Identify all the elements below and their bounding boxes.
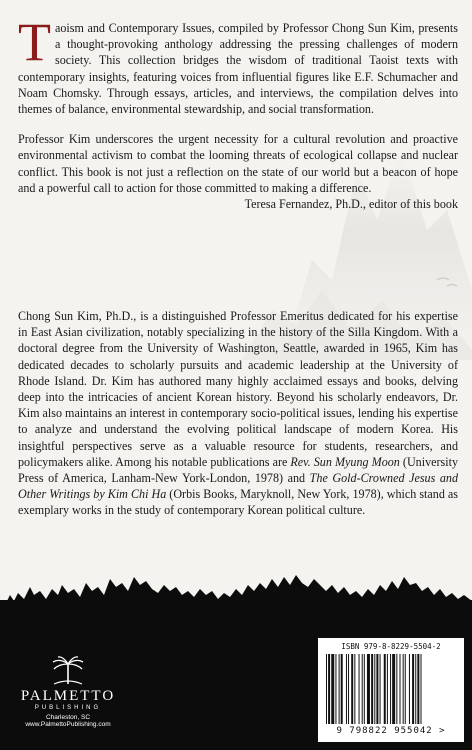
barcode-bar xyxy=(421,654,422,724)
barcode-bar xyxy=(348,654,349,724)
barcode-bar xyxy=(367,654,370,724)
bio-text-b: (University Press of America, Lanham-New York-London, 1978) and xyxy=(18,454,459,486)
barcode-bar xyxy=(374,654,375,724)
bio-text-c: (Orbis Books, Maryknoll, New York, 1978), which stand as exemplary works in the study of contemporary Korean political culture. xyxy=(18,487,458,518)
barcode-bar xyxy=(354,654,355,724)
bio-text-a: Chong Sun Kim, Ph.D., is a distinguished Professor Emeritus dedicated for his expertise in East Asian civilization, notably specializing in the history of the Silla Kingdom. With a doctoral degree from the University of Washington, Seattle, awarded in 1965, Kim has dedicated decades to scholarly pursuits and academic leadership at the University of Rhode Island. Dr. Kim has authored many highly acclaimed essays and books, delving deep into the intricacies of ancient Korean history. Beyond his scholarly endeavors, Dr. Kim also maintains an interest in contemporary socio-political issues, lending his expertise to analyze and understand the evolving political landscape of modern Korea. His insightful perspectives serve as a valuable resource for students, researchers, and policymakers alike. Among his notable publications are xyxy=(18,309,458,469)
barcode-bar xyxy=(328,654,330,724)
drop-cap-letter: T xyxy=(18,12,51,72)
barcode-bar xyxy=(396,654,397,724)
barcode-bar xyxy=(346,654,347,724)
barcode-number: 9 798822 955042 > xyxy=(336,726,446,736)
isbn-label: ISBN 979-8-8229-5504-2 xyxy=(341,642,441,651)
barcode-bar xyxy=(376,654,378,724)
blurb-paragraph-2: Professor Kim underscores the urgent necessity for a cultural revolution and proactive environmental activism to combat the looming threats of ecological collapse and nuclear conflict. This book is not just a reflection on the state of our world but a beacon of hope and a powerful call to action for those committed to making a difference. xyxy=(18,132,458,195)
barcode-bar xyxy=(362,654,363,724)
book-blurb xyxy=(18,12,458,212)
blurb-paragraph-1 xyxy=(18,12,458,117)
publisher-city: Charleston, SC xyxy=(45,714,91,721)
barcode-bar xyxy=(417,654,419,724)
barcode-bar xyxy=(364,654,365,724)
palmetto-tree-icon xyxy=(50,656,86,686)
publisher-subtitle: PUBLISHING xyxy=(34,705,102,711)
barcode-bar xyxy=(390,654,391,724)
publisher-url: www.PalmettoPublishing.com xyxy=(25,721,111,728)
blurb-signature: Teresa Fernandez, Ph.D., editor of this book xyxy=(244,197,458,212)
publisher-logo xyxy=(8,656,128,728)
barcode-bar xyxy=(335,654,336,724)
author-bio xyxy=(18,308,458,519)
barcode-bars xyxy=(326,654,456,728)
barcode-bar xyxy=(400,654,401,724)
barcode-bar xyxy=(351,654,353,724)
bio-title-1: Rev. Sun Myung Moon xyxy=(290,454,400,469)
blurb-paragraph-1-text: aoism and Contemporary Issues, compiled by Professor Chong Sun Kim, presents a thought-provoking anthology addressing the pressing challenges of modern society. This collection bridges the wisdom of traditional Taoist texts with contemporary insights, featuring voices from influential figures like E.F. Schumacher and Noam Chomsky. Through essays, articles, and interviews, the compilation delves into themes of balance, environmental stewardship, and social transformation. xyxy=(18,21,458,117)
barcode-bar xyxy=(339,654,340,724)
barcode-bar xyxy=(380,654,381,724)
bio-title-2: The Gold-Crowned Jesus and Other Writings by Kim Chi Ha xyxy=(18,471,458,502)
barcode-bar xyxy=(331,654,334,724)
barcode-bar xyxy=(371,654,373,724)
barcode-bar xyxy=(326,654,327,724)
publisher-name: PALMETTO xyxy=(20,688,116,704)
barcode-bar xyxy=(412,654,414,724)
barcode-bar xyxy=(403,654,404,724)
barcode-bar xyxy=(384,654,386,724)
barcode-bar xyxy=(392,654,395,724)
author-bio-paragraph xyxy=(18,308,458,519)
barcode-bar xyxy=(409,654,410,724)
barcode-bar xyxy=(341,654,343,724)
isbn-barcode xyxy=(318,638,464,742)
barcode-bar xyxy=(359,654,360,724)
barcode-bar xyxy=(405,654,406,724)
barcode-bar xyxy=(387,654,388,724)
barcode-bar xyxy=(415,654,416,724)
